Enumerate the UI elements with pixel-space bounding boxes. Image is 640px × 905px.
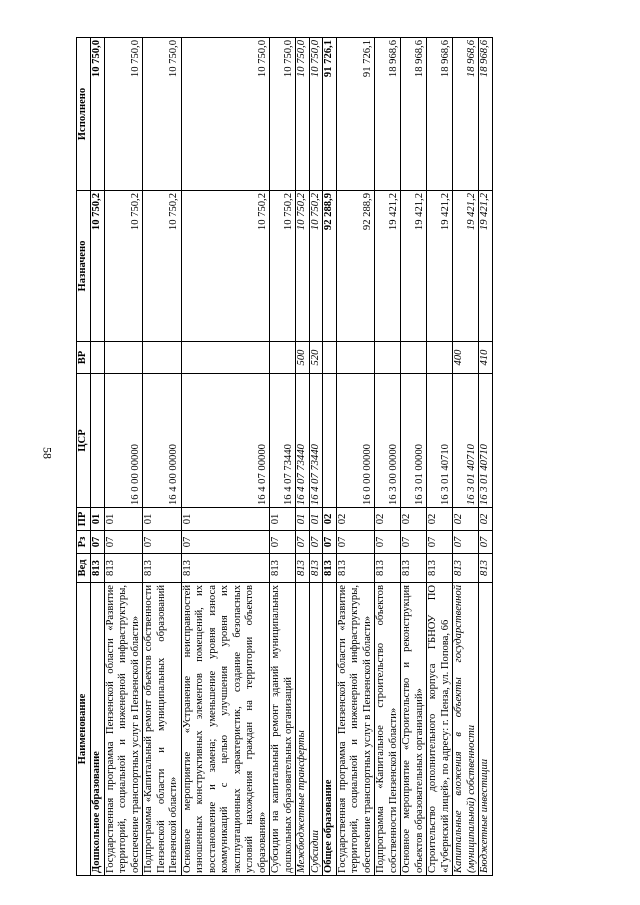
cell-assigned: 19 421,2	[375, 191, 401, 342]
cell-vr	[143, 342, 182, 374]
cell-ved: 813	[427, 554, 453, 583]
header-ved: Вед	[77, 554, 91, 583]
cell-rz: 07	[375, 531, 401, 554]
cell-pr: 01	[181, 508, 270, 531]
cell-assigned: 10 750,2	[91, 191, 105, 342]
header-rz: Рз	[77, 531, 91, 554]
cell-name: Дошкольное образование	[91, 583, 105, 876]
cell-pr: 02	[479, 508, 493, 531]
cell-name: Субсидии	[309, 583, 323, 876]
cell-ved: 813	[181, 554, 270, 583]
cell-csr	[91, 374, 105, 508]
cell-vr	[401, 342, 427, 374]
table-row	[104, 38, 143, 876]
cell-name: Бюджетные инвестиции	[479, 583, 493, 876]
cell-ved: 813	[479, 554, 493, 583]
cell-assigned: 19 421,2	[453, 191, 479, 342]
cell-rz: 07	[309, 531, 323, 554]
cell-executed: 10 750,0	[143, 38, 182, 191]
cell-rz: 07	[296, 531, 310, 554]
header-vr: ВР	[77, 342, 91, 374]
cell-name: Субсидии на капитальный ремонт зданий муниципальных дошкольных образовательных организаций	[270, 583, 296, 876]
cell-assigned: 19 421,2	[479, 191, 493, 342]
table-body	[91, 38, 493, 876]
cell-rz: 07	[427, 531, 453, 554]
cell-name: Строительство дополнительного корпуса ГБНОУ ПО «Губернский лицей», по адресу: г. Пенза, ул. Попова, 66	[427, 583, 453, 876]
cell-vr	[336, 342, 375, 374]
cell-rz: 07	[270, 531, 296, 554]
cell-rz: 07	[479, 531, 493, 554]
cell-executed: 91 726,1	[336, 38, 375, 191]
cell-ved: 813	[104, 554, 143, 583]
cell-rz: 07	[401, 531, 427, 554]
cell-pr: 01	[104, 508, 143, 531]
cell-executed: 18 968,6	[375, 38, 401, 191]
cell-pr: 02	[453, 508, 479, 531]
header-pr: ПР	[77, 508, 91, 531]
cell-vr: 400	[453, 342, 479, 374]
cell-rz: 07	[143, 531, 182, 554]
table-row	[181, 38, 270, 876]
cell-vr: 410	[479, 342, 493, 374]
cell-pr: 01	[309, 508, 323, 531]
cell-csr: 16 0 00 00000	[104, 374, 143, 508]
cell-assigned: 10 750,2	[181, 191, 270, 342]
cell-rz: 07	[104, 531, 143, 554]
cell-assigned: 19 421,2	[401, 191, 427, 342]
cell-name: Государственная программа Пензенской области «Развитие территорий, социальной и инженерной инфраструктуры, обеспечение транспортных услуг в Пензенской области»	[104, 583, 143, 876]
table-row	[401, 38, 427, 876]
table-row	[453, 38, 479, 876]
cell-csr: 16 3 01 40710	[479, 374, 493, 508]
cell-ved: 813	[401, 554, 427, 583]
header-executed: Исполнено	[77, 38, 91, 191]
cell-name: Капитальные вложения в объекты государственной (муниципальной) собственности	[453, 583, 479, 876]
table-row	[427, 38, 453, 876]
cell-vr	[375, 342, 401, 374]
cell-ved: 813	[309, 554, 323, 583]
cell-ved: 813	[323, 554, 337, 583]
cell-executed: 18 968,6	[479, 38, 493, 191]
cell-pr: 01	[143, 508, 182, 531]
header-assigned: Назначено	[77, 191, 91, 342]
table-row	[143, 38, 182, 876]
cell-vr	[181, 342, 270, 374]
cell-rz: 07	[323, 531, 337, 554]
cell-pr: 02	[375, 508, 401, 531]
table-row	[91, 38, 105, 876]
cell-executed: 10 750,0	[91, 38, 105, 191]
cell-csr: 16 0 00 00000	[336, 374, 375, 508]
cell-pr: 01	[91, 508, 105, 531]
cell-pr: 02	[427, 508, 453, 531]
cell-csr: 16 3 01 00000	[401, 374, 427, 508]
table-row	[479, 38, 493, 876]
cell-executed: 10 750,0	[104, 38, 143, 191]
header-csr: ЦСР	[77, 374, 91, 508]
table-header-row	[77, 38, 91, 876]
cell-executed: 91 726,1	[323, 38, 337, 191]
cell-csr: 16 4 07 73440	[309, 374, 323, 508]
cell-assigned: 10 750,2	[270, 191, 296, 342]
cell-executed: 18 968,6	[453, 38, 479, 191]
cell-ved: 813	[336, 554, 375, 583]
cell-assigned: 10 750,2	[296, 191, 310, 342]
table-row	[296, 38, 310, 876]
cell-name: Общее образование	[323, 583, 337, 876]
cell-name: Подпрограмма «Капитальный ремонт объектов собственности Пензенской области и муниципальных образований Пензенской области»	[143, 583, 182, 876]
cell-csr: 16 4 07 73440	[296, 374, 310, 508]
cell-rz: 07	[181, 531, 270, 554]
cell-assigned: 10 750,2	[104, 191, 143, 342]
cell-executed: 10 750,0	[181, 38, 270, 191]
table-row	[309, 38, 323, 876]
cell-vr	[323, 342, 337, 374]
cell-executed: 18 968,6	[427, 38, 453, 191]
cell-pr: 01	[270, 508, 296, 531]
cell-vr	[270, 342, 296, 374]
table-row	[323, 38, 337, 876]
cell-ved: 813	[453, 554, 479, 583]
cell-rz: 07	[336, 531, 375, 554]
rotated-page-content	[76, 38, 639, 876]
cell-ved: 813	[143, 554, 182, 583]
cell-csr	[323, 374, 337, 508]
cell-vr	[427, 342, 453, 374]
cell-name: Межбюджетные трансферты	[296, 583, 310, 876]
cell-assigned: 10 750,2	[309, 191, 323, 342]
cell-ved: 813	[91, 554, 105, 583]
cell-executed: 10 750,0	[296, 38, 310, 191]
cell-ved: 813	[375, 554, 401, 583]
cell-csr: 16 4 07 00000	[181, 374, 270, 508]
cell-name: Подпрограмма «Капитальное строительство объектов собственности Пензенской области»	[375, 583, 401, 876]
cell-csr: 16 3 01 40710	[453, 374, 479, 508]
cell-executed: 18 968,6	[401, 38, 427, 191]
cell-name: Основное мероприятие «Устранение неисправностей изношенных конструктивных элементов помещений, их восстановление и замена; уменьшение уровня износа коммуникаций с целью улучшения уровня их эксплуатационных характеристик, создание безопасных условий нахождения граждан на территории объектов образования»	[181, 583, 270, 876]
cell-assigned: 19 421,2	[427, 191, 453, 342]
cell-vr: 500	[296, 342, 310, 374]
cell-csr: 16 4 00 00000	[143, 374, 182, 508]
cell-executed: 10 750,0	[309, 38, 323, 191]
cell-assigned: 92 288,9	[323, 191, 337, 342]
cell-rz: 07	[91, 531, 105, 554]
cell-ved: 813	[270, 554, 296, 583]
cell-pr: 02	[323, 508, 337, 531]
cell-csr: 16 3 00 00000	[375, 374, 401, 508]
cell-assigned: 92 288,9	[336, 191, 375, 342]
cell-pr: 02	[336, 508, 375, 531]
page-number	[41, 0, 53, 905]
cell-ved: 813	[296, 554, 310, 583]
cell-vr	[91, 342, 105, 374]
cell-csr: 16 3 01 40710	[427, 374, 453, 508]
table-row	[270, 38, 296, 876]
cell-name: Государственная программа Пензенской области «Развитие территорий, социальной и инженерной инфраструктуры, обеспечение транспортных услуг в Пензенской области»	[336, 583, 375, 876]
cell-rz: 07	[453, 531, 479, 554]
cell-vr: 520	[309, 342, 323, 374]
page-number-text: 58	[40, 447, 55, 459]
cell-assigned: 10 750,2	[143, 191, 182, 342]
cell-pr: 02	[401, 508, 427, 531]
table-row	[375, 38, 401, 876]
cell-csr: 16 4 07 73440	[270, 374, 296, 508]
budget-table	[76, 37, 493, 876]
cell-executed: 10 750,0	[270, 38, 296, 191]
cell-vr	[104, 342, 143, 374]
table-row	[336, 38, 375, 876]
header-name: Наименование	[77, 583, 91, 876]
cell-pr: 01	[296, 508, 310, 531]
cell-name: Основное мероприятие «Строительство и реконструкция объектов образовательных организаций»	[401, 583, 427, 876]
